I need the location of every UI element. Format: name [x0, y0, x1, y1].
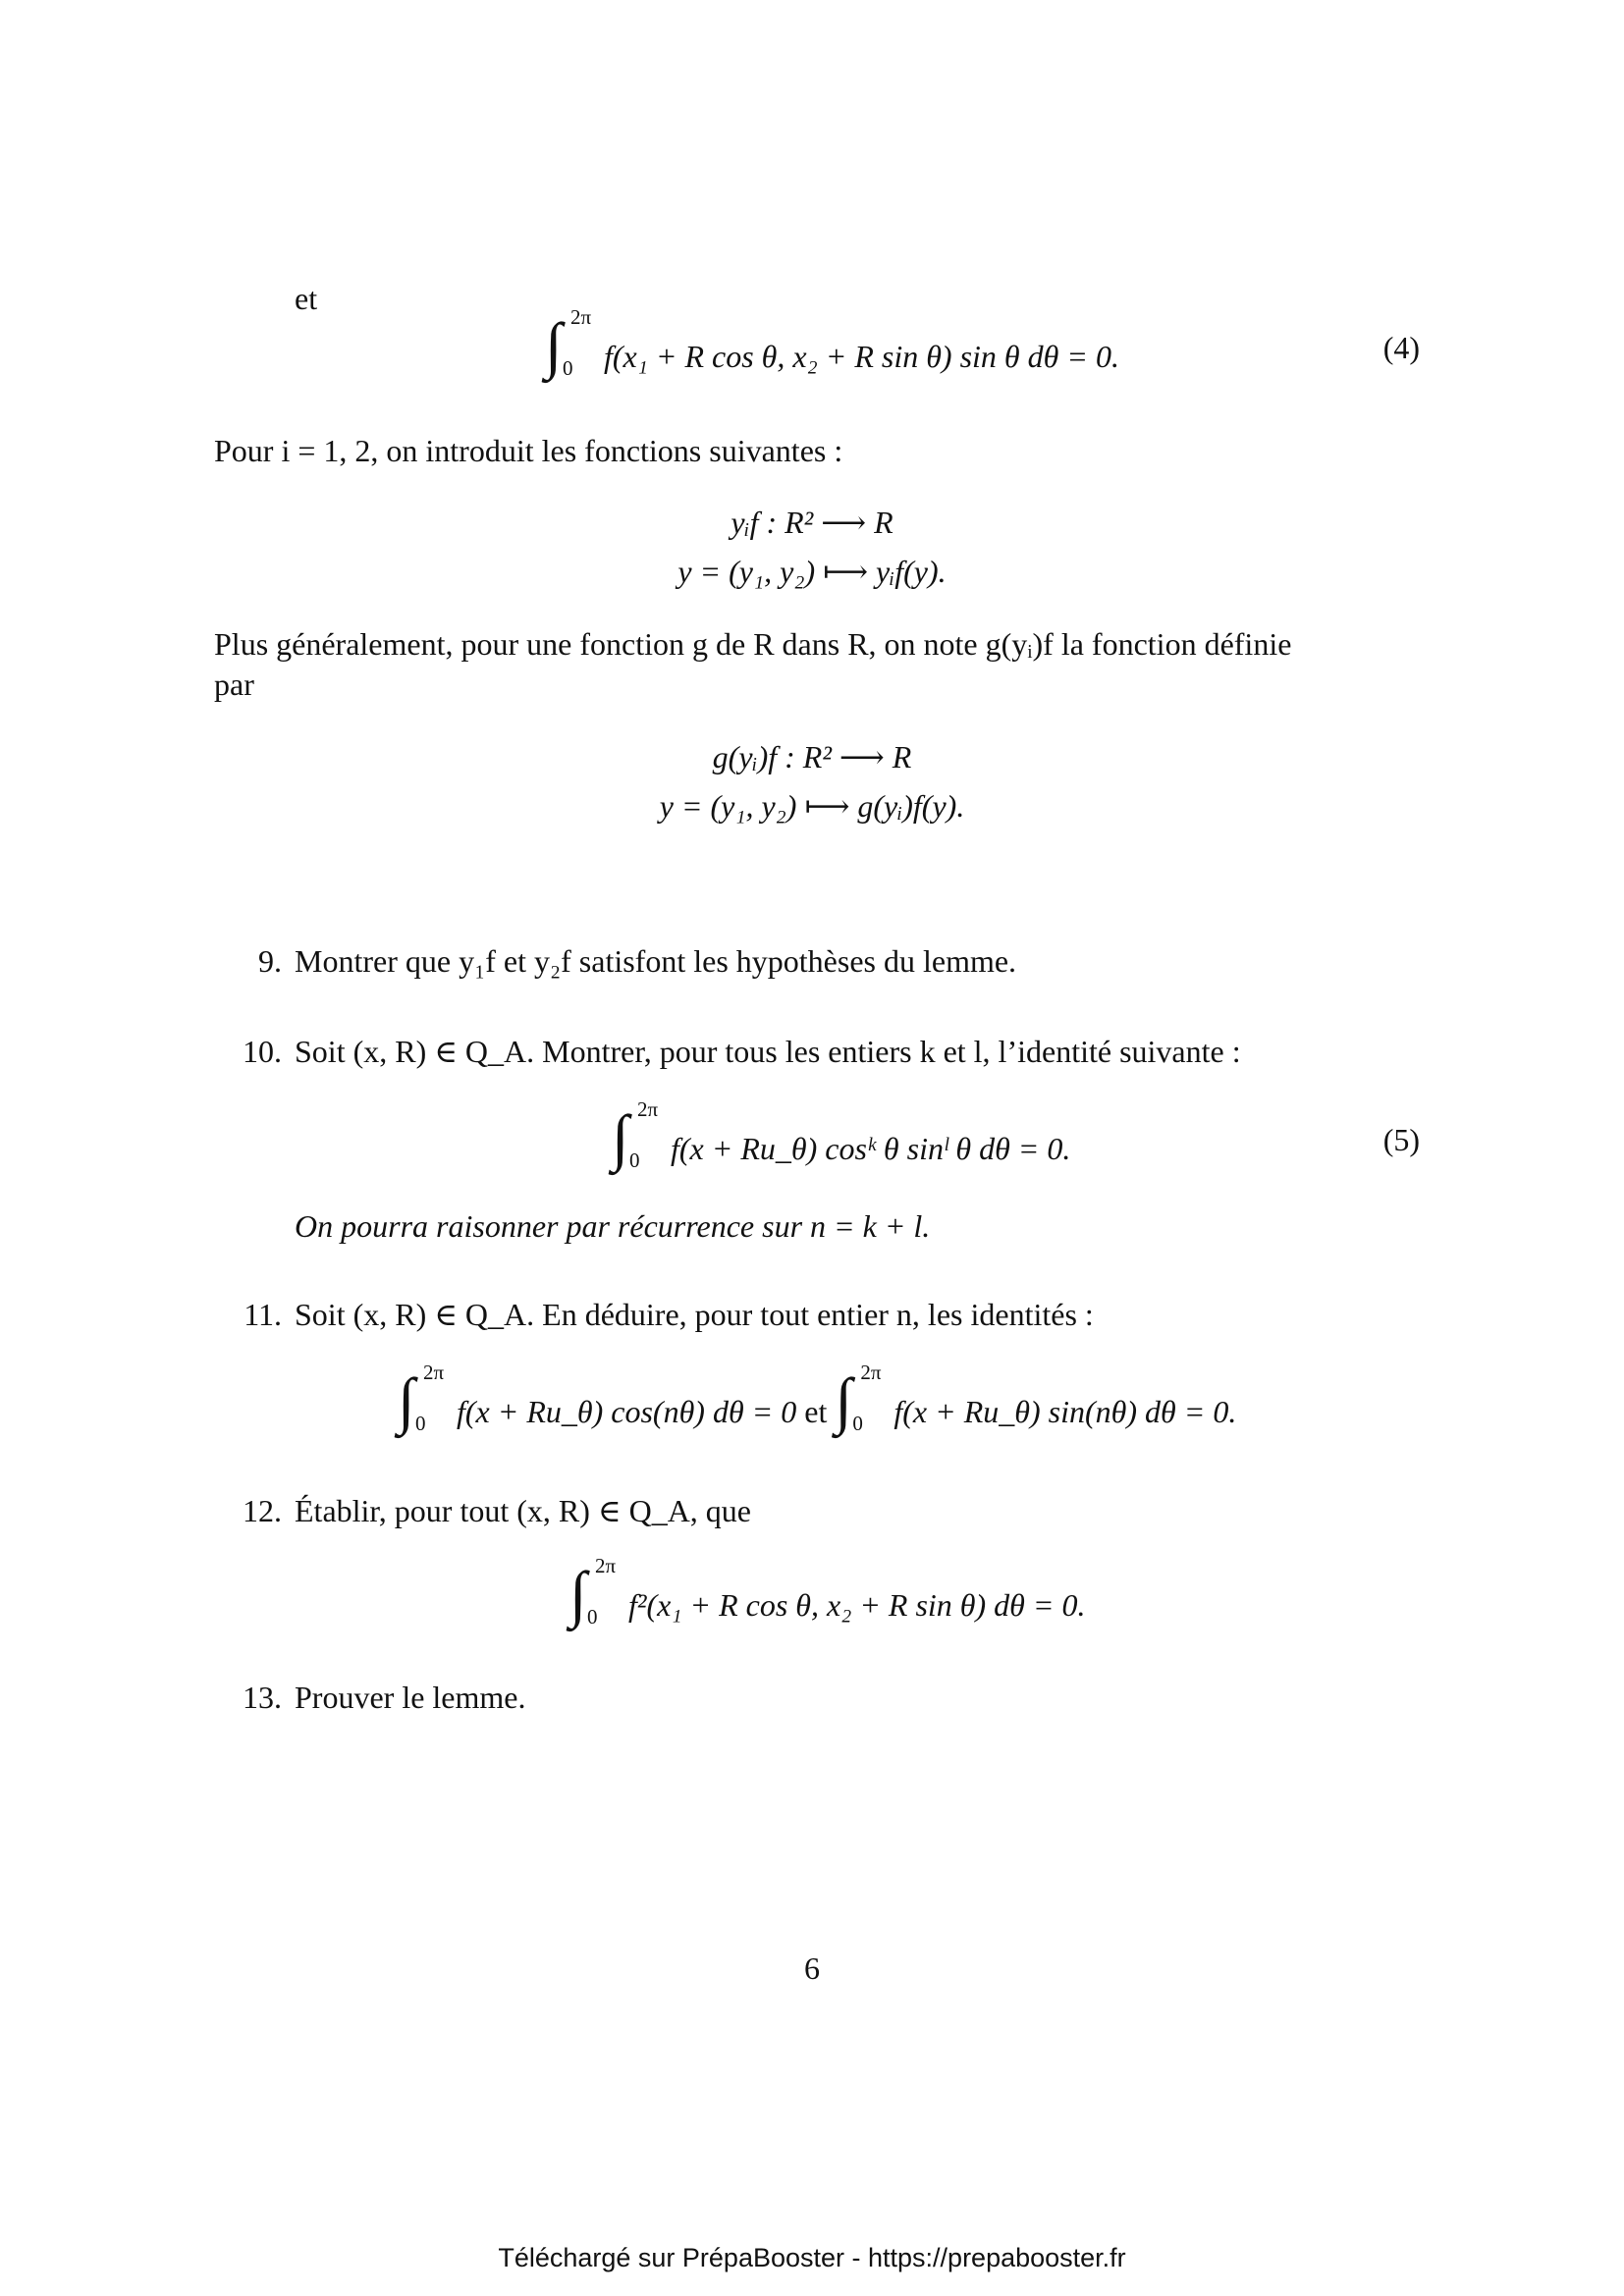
map2-line2: y = (y₁, y₂) ⟼ g(yᵢ)f(y). — [659, 788, 965, 824]
question-text: Montrer que y₁f et y₂f satisfont les hypothèses du lemme. — [295, 943, 1017, 979]
page-number: 6 — [804, 1950, 820, 1986]
question-number: 13. — [243, 1680, 282, 1715]
equation-expression: f(x + Ru_θ) cosᵏ θ sinˡ θ dθ = 0. — [671, 1131, 1071, 1166]
question-number: 12. — [243, 1493, 282, 1528]
question-number: 10. — [243, 1034, 282, 1069]
equation-expression: f(x + Ru_θ) sin(nθ) dθ = 0. — [893, 1394, 1237, 1429]
paragraph-general: Plus généralement, pour une fonction g de R dans R, on note g(yᵢ)f la fonction définie — [214, 626, 1292, 662]
paragraph-general-cont: par — [214, 667, 254, 702]
equation-tag-4: (4) — [1382, 330, 1420, 365]
question-text: Prouver le lemme. — [295, 1680, 526, 1715]
integral-sign: ∫ 2π 0 — [612, 1097, 659, 1172]
equation-expression: f(x₁ + R cos θ, x₂ + R sin θ) sin θ dθ = 0. — [604, 339, 1119, 374]
question-number: 9. — [258, 943, 282, 979]
map1-line2: y = (y₁, y₂) ⟼ yᵢf(y). — [677, 554, 947, 589]
question-text: Soit (x, R) ∈ Q_A. En déduire, pour tout entier n, les identités : — [295, 1297, 1094, 1332]
equation-11 — [398, 1361, 1237, 1435]
hint-text: On pourra raisonner par récurrence sur n = k + l. — [295, 1208, 931, 1244]
integral-sign: ∫ 2π 0 — [545, 305, 592, 380]
equation-tag-5: (5) — [1382, 1122, 1420, 1157]
map2-line1: g(yᵢ)f : R² ⟶ R — [712, 739, 912, 774]
question-text: Établir, pour tout (x, R) ∈ Q_A, que — [295, 1493, 751, 1528]
joiner-text: et — [804, 1394, 828, 1429]
question-number: 11. — [244, 1297, 282, 1332]
map1-line1: yᵢf : R² ⟶ R — [731, 505, 893, 540]
text-et: et — [295, 281, 318, 316]
integral-sign: ∫ 2π 0 — [398, 1361, 445, 1435]
integral-sign: ∫ 2π 0 — [569, 1554, 617, 1629]
equation-5 — [612, 1097, 1071, 1172]
equation-12 — [569, 1554, 1086, 1629]
equation-expression: f²(x₁ + R cos θ, x₂ + R sin θ) dθ = 0. — [628, 1587, 1086, 1623]
equation-4 — [545, 305, 1119, 380]
question-text: Soit (x, R) ∈ Q_A. Montrer, pour tous les entiers k et l, l’identité suivante : — [295, 1034, 1241, 1069]
footer-download-link[interactable]: Téléchargé sur PrépaBooster - https://prepabooster.fr — [498, 2243, 1126, 2272]
equation-expression: f(x + Ru_θ) cos(nθ) dθ = 0 — [457, 1394, 797, 1429]
paragraph-intro: Pour i = 1, 2, on introduit les fonctions suivantes : — [214, 433, 843, 468]
integral-sign: ∫ 2π 0 — [835, 1361, 882, 1435]
